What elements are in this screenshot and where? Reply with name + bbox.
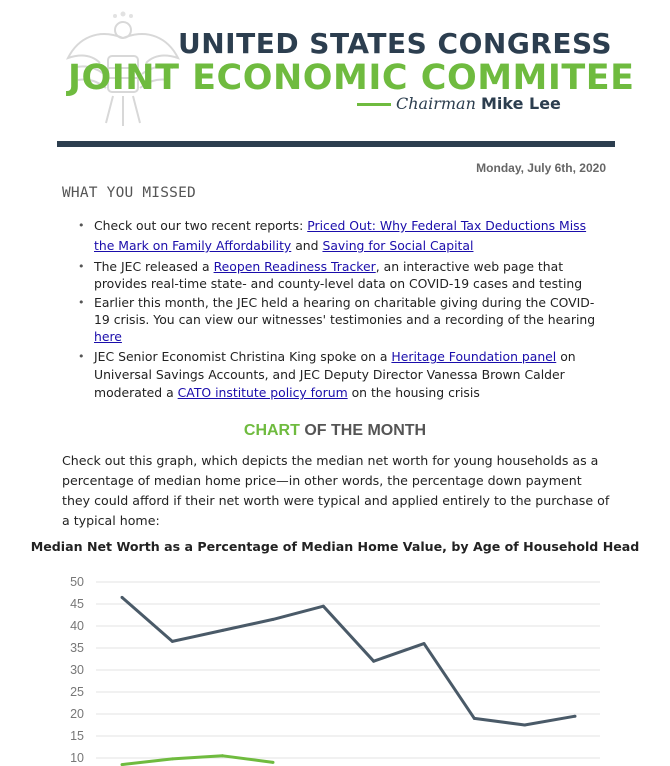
data-point [171, 640, 174, 643]
y-tick-label: 35 [70, 641, 84, 655]
header-divider [57, 141, 615, 147]
series-line-1 [122, 597, 575, 725]
series-line-2 [122, 756, 273, 765]
chart-intro-paragraph: Check out this graph, which depicts the median net worth for young households as a percentage of median home price—in other words, the percentage down payment they could afford if their net worth were typical and applied entirely to the purchase of a typical home: [62, 453, 610, 528]
data-point [473, 717, 476, 720]
item-text: on Universal Savings Accounts, and JEC Deputy Director Vanessa Brown Calder moderated a [94, 349, 576, 400]
chair-name: Mike Lee [480, 94, 561, 113]
data-point [423, 642, 426, 645]
heritage-panel-link[interactable]: Heritage Foundation panel [391, 349, 557, 364]
list-item [76, 216, 606, 256]
y-tick-label: 25 [70, 685, 84, 699]
net-worth-line-chart [0, 560, 670, 766]
chart-heading-rest: OF THE MONTH [299, 422, 427, 439]
y-tick-label: 40 [70, 619, 84, 633]
data-point [372, 660, 375, 663]
item-text: , an interactive web page that provides real-time state- and county-level data on COVID-19 cases and testing [94, 259, 583, 291]
chart-heading-green: CHART [243, 422, 300, 439]
priced-out-report-link[interactable]: Priced Out: Why Federal Tax Deductions Miss the Mark on Family Affordability [94, 218, 587, 253]
data-point [574, 715, 577, 718]
data-point [171, 757, 174, 760]
what-you-missed-heading: WHAT YOU MISSED [62, 185, 196, 201]
y-tick-label: 10 [70, 751, 84, 765]
chairman-line [396, 94, 561, 113]
list-item [76, 348, 606, 402]
item-text: Check out our two recent reports: [94, 218, 308, 233]
cato-forum-link[interactable]: CATO institute policy forum [177, 385, 348, 400]
data-point [221, 754, 224, 757]
item-text: and [291, 238, 323, 253]
list-item [76, 294, 606, 345]
news-list [76, 216, 606, 402]
data-point [121, 596, 124, 599]
chair-accent-line [357, 103, 391, 106]
item-text: on the housing crisis [347, 385, 480, 400]
item-text: JEC Senior Economist Christina King spoke on a [94, 349, 392, 364]
hearing-here-link[interactable]: here [94, 329, 122, 344]
data-point [272, 618, 275, 621]
y-tick-label: 50 [70, 575, 84, 589]
data-point [272, 761, 275, 764]
y-tick-label: 20 [70, 707, 84, 721]
chart-of-month-heading [0, 422, 670, 440]
data-point [221, 629, 224, 632]
chart-title: Median Net Worth as a Percentage of Median Home Value, by Age of Household Head [30, 539, 640, 554]
chair-role: Chairman [396, 94, 476, 113]
y-tick-label: 30 [70, 663, 84, 677]
header-title-congress: UNITED STATES CONGRESS [178, 27, 613, 60]
header-title-committee: JOINT ECONOMIC COMMITEE [68, 58, 635, 98]
item-text: The JEC released a [94, 259, 214, 274]
item-text: Earlier this month, the JEC held a hearing on charitable giving during the COVID-19 crisis. You can view our witnesses' testimonies and a recording of the hearing [94, 295, 596, 327]
data-point [322, 605, 325, 608]
list-item [76, 258, 606, 292]
newsletter-header [0, 0, 670, 150]
y-tick-label: 15 [70, 729, 84, 743]
issue-date: Monday, July 6th, 2020 [476, 161, 606, 175]
reopen-tracker-link[interactable]: Reopen Readiness Tracker [213, 259, 376, 274]
y-tick-label: 45 [70, 597, 84, 611]
data-point [523, 724, 526, 727]
social-capital-report-link[interactable]: Saving for Social Capital [322, 238, 474, 253]
